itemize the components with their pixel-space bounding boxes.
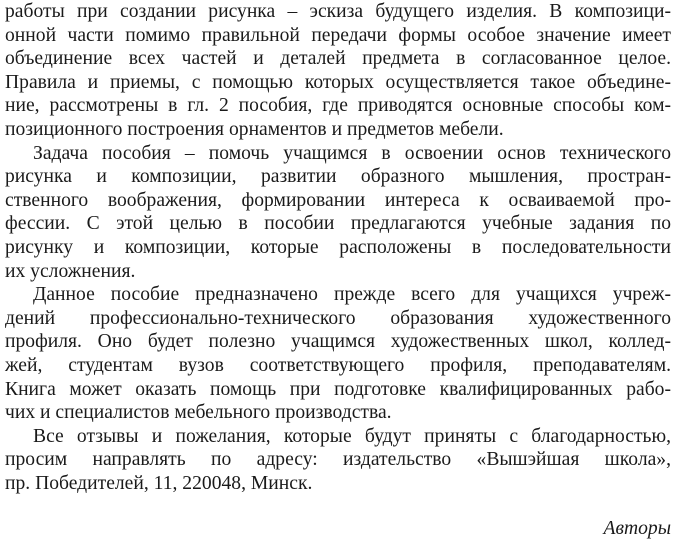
text-line: Задача пособия – помочь учащимся в освоении основ технического	[33, 142, 671, 164]
document-page	[5, 0, 671, 544]
signature: Авторы	[603, 518, 671, 539]
text-line: Книга может оказать помощь при подготовке квалифицированных рабо-	[5, 378, 671, 400]
text-line: позиционного построения орнаментов и предметов мебели.	[5, 119, 504, 140]
text-line: ственного воображения, формировании интереса к осваиваемой про-	[5, 189, 671, 211]
text-line: профиля. Оно будет полезно учащимся художественных школ, коллед-	[5, 331, 671, 353]
text-line: фессии. С этой целью в пособии предлагаются учебные задания по	[5, 213, 671, 235]
text-line: работы при создании рисунка – эскиза будущего изделия. В композици-	[5, 1, 671, 22]
text-line: онной части помимо правильной передачи формы особое значение имеет	[5, 24, 671, 46]
text-line: объединение всех частей и деталей предмета в согласованное целое.	[5, 48, 671, 70]
text-line: Правила и приемы, с помощью которых осуществляется такое объедине-	[5, 71, 671, 93]
text-line: пр. Победителей, 11, 220048, Минск.	[5, 473, 313, 494]
text-line: просим направлять по адресу: издательство «Вышэйшая школа»,	[5, 449, 671, 471]
text-line: их усложнения.	[5, 260, 136, 282]
text-line: Данное пособие предназначено прежде всего для учащихся учреж-	[33, 284, 671, 306]
text-line: рисунку и композиции, которые расположены в последовательности	[5, 237, 671, 258]
text-line: чих и специалистов мебельного производства.	[5, 402, 392, 424]
text-line: рисунка и композиции, развитии образного мышления, простран-	[5, 166, 671, 188]
text-line: ние, рассмотрены в гл. 2 пособия, где приводятся основные способы ком-	[5, 95, 671, 117]
text-line: жей, студентам вузов соответствующего профиля, преподавателям.	[5, 355, 671, 376]
text-line: Все отзывы и пожелания, которые будут приняты с благодарностью,	[33, 425, 671, 447]
text-line: дений профессионально-технического образования художественного	[5, 307, 671, 329]
